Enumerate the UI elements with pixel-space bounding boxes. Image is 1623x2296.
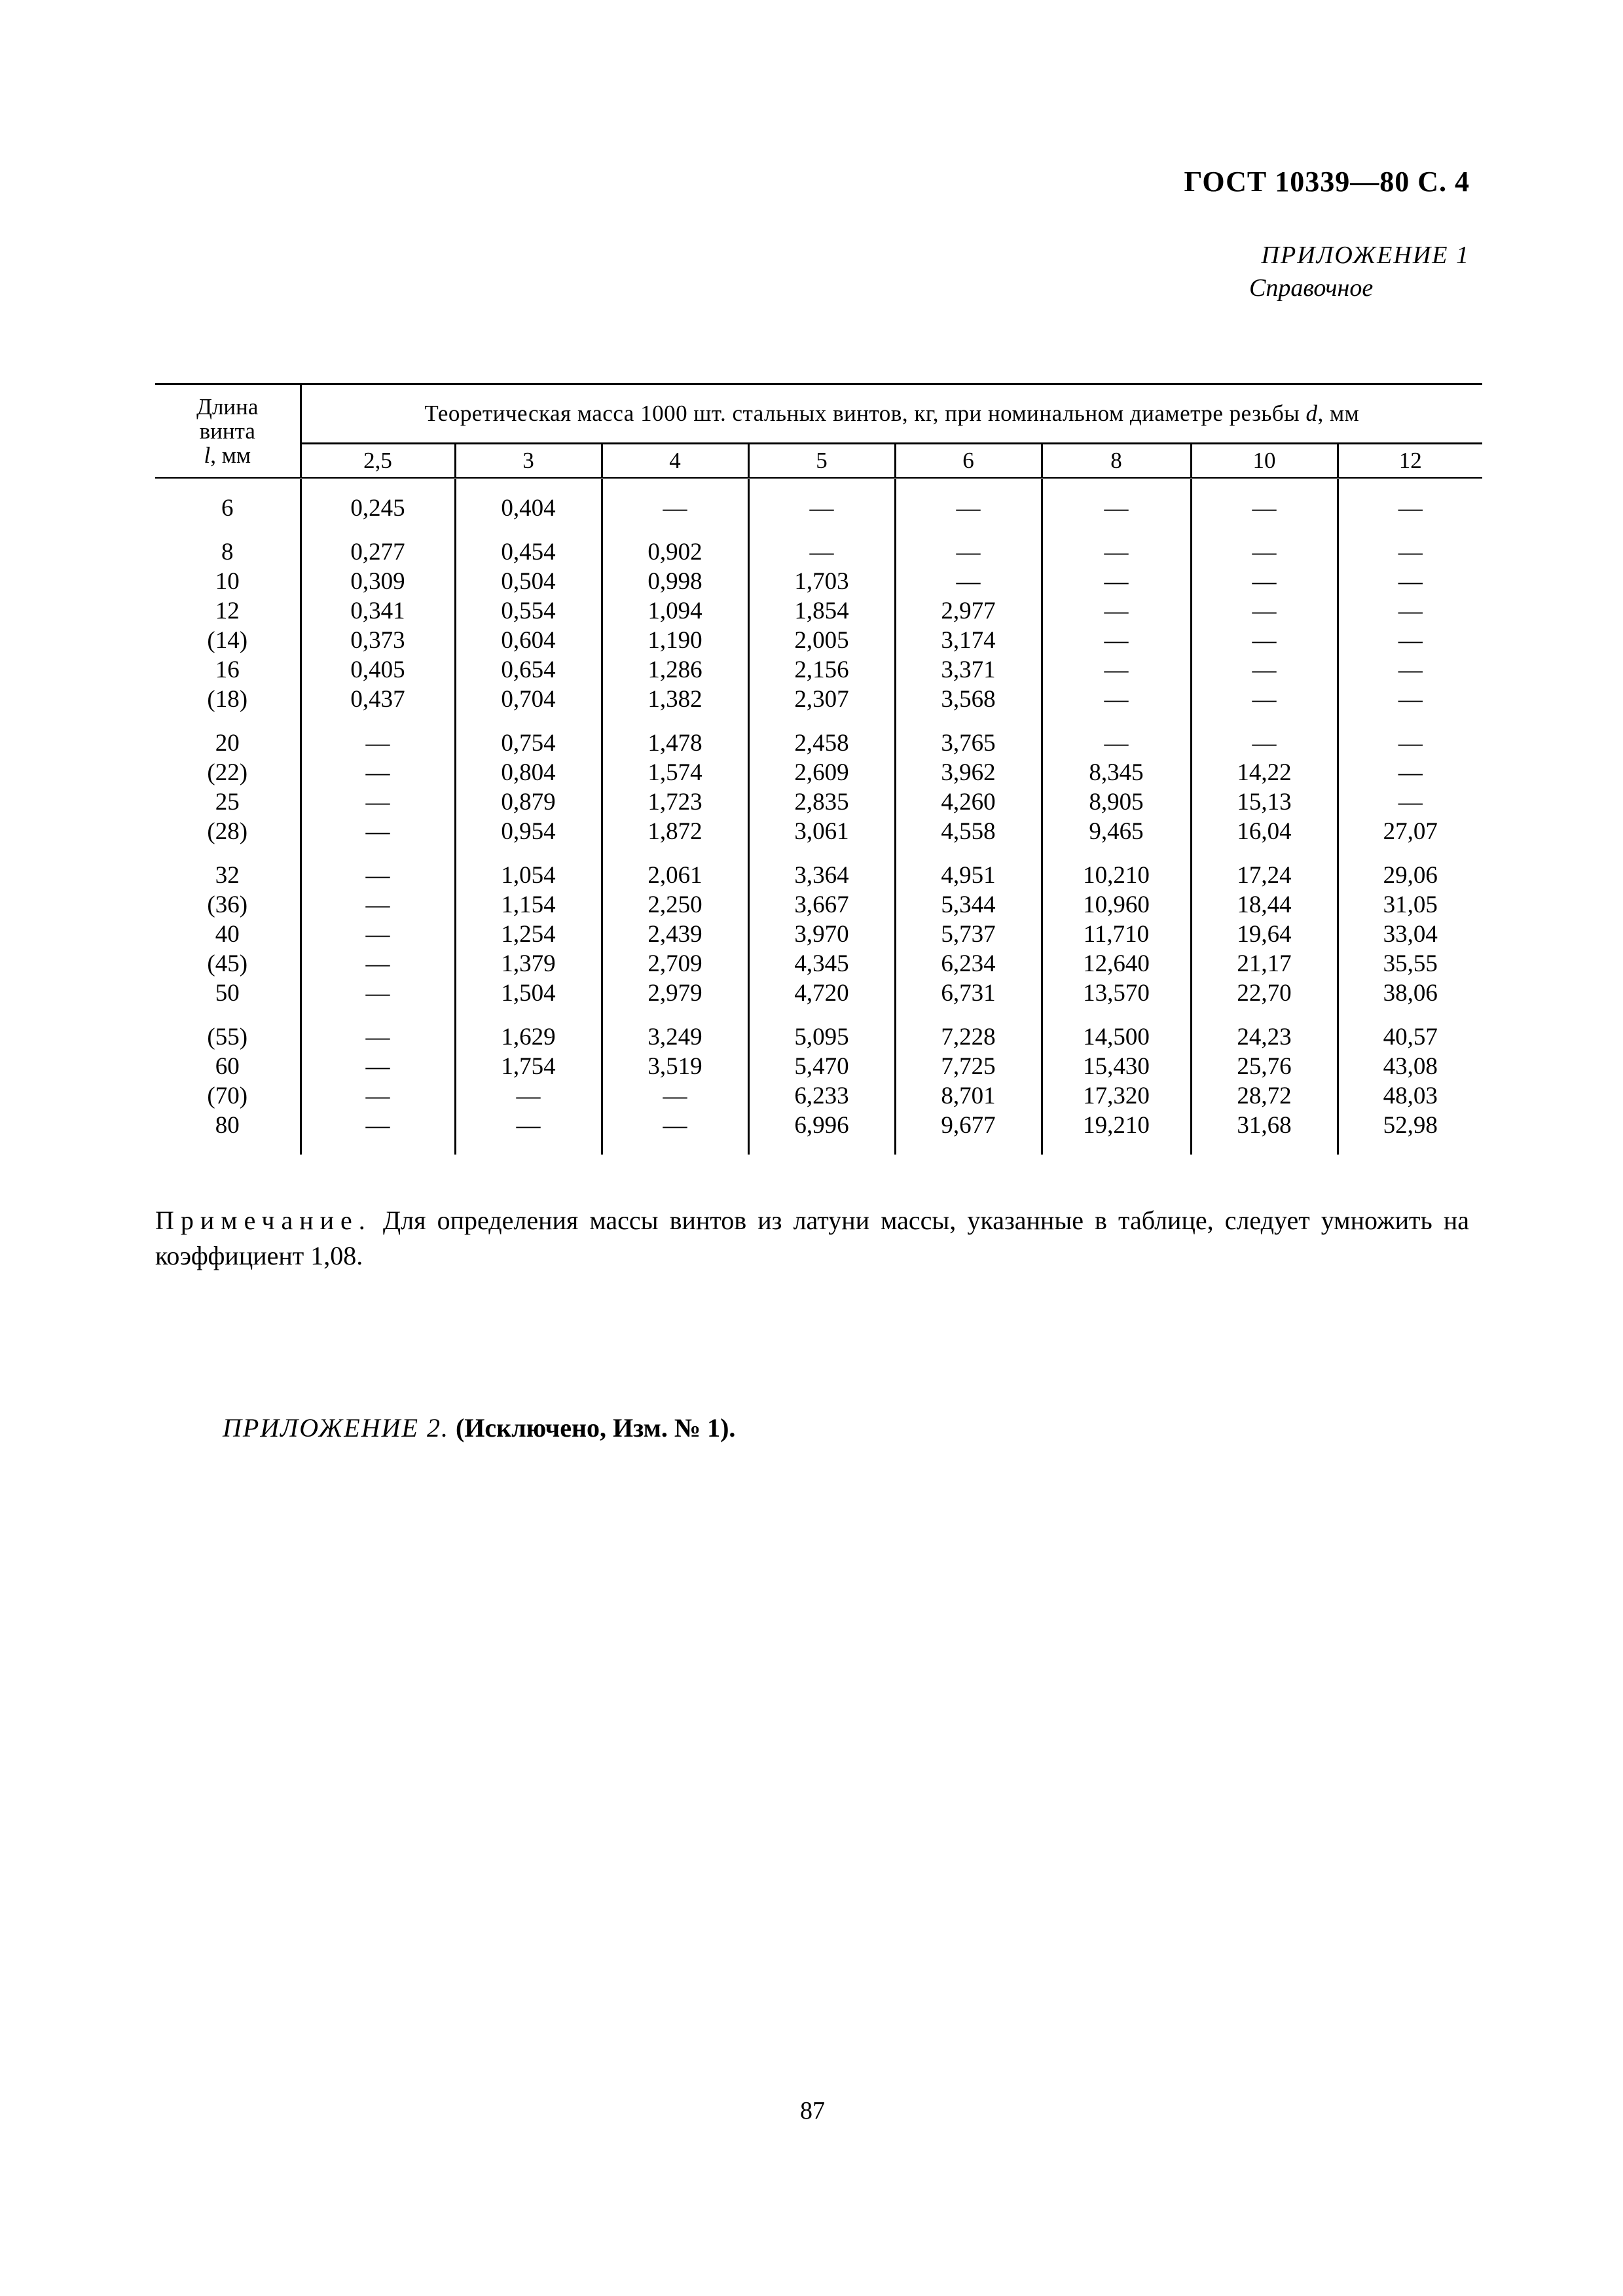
table-spacer-cell	[602, 714, 748, 728]
mass-cell: —	[1191, 626, 1338, 655]
screw-length-cell: 32	[155, 861, 301, 890]
mass-cell: 3,962	[895, 758, 1042, 787]
mass-cell: —	[1398, 627, 1423, 654]
mass-cell: 17,320	[1042, 1081, 1191, 1111]
screw-length-cell: 40	[155, 920, 301, 949]
length-symbol: l	[204, 442, 211, 468]
mass-cell: 3,371	[895, 655, 1042, 685]
table-row	[155, 1111, 1482, 1140]
table-spacer-cell	[1338, 1008, 1482, 1022]
mass-cell: 0,879	[455, 787, 602, 817]
mass-cell: 1,054	[455, 861, 602, 890]
mass-cell: 28,72	[1191, 1081, 1338, 1111]
table-spacer-cell	[895, 1008, 1042, 1022]
table-spacer-cell	[895, 523, 1042, 537]
table-row	[155, 728, 1482, 758]
mass-cell: 3,364	[748, 861, 895, 890]
mass-cell: 29,06	[1383, 862, 1438, 889]
table-spacer-cell	[895, 1140, 1042, 1155]
mass-cell: 16,04	[1191, 817, 1338, 846]
table-spacer-cell	[602, 1008, 748, 1022]
mass-cell: 13,570	[1042, 978, 1191, 1008]
mass-cell: 1,629	[455, 1022, 602, 1052]
screw-length-cell: 60	[155, 1052, 301, 1081]
mass-cell: 0,902	[602, 537, 748, 567]
table-row	[155, 758, 1482, 787]
mass-cell: —	[602, 493, 748, 523]
mass-cell: 40,57	[1383, 1024, 1438, 1050]
table-spacer-row	[155, 478, 1482, 494]
mass-cell: 2,709	[602, 949, 748, 978]
mass-cell: 1,723	[602, 787, 748, 817]
table-spacer-cell	[1042, 1140, 1191, 1155]
table-spacer-cell	[155, 846, 301, 861]
table-spacer-cell	[1042, 523, 1191, 537]
mass-cell: 14,500	[1042, 1022, 1191, 1052]
table-spacer-cell	[748, 714, 895, 728]
mass-cell: 7,228	[895, 1022, 1042, 1052]
mass-cell: 48,03	[1383, 1083, 1438, 1109]
mass-cell: —	[1398, 598, 1423, 624]
mass-cell: —	[301, 978, 455, 1008]
table-spacer-cell	[155, 1008, 301, 1022]
mass-cell: 0,804	[455, 758, 602, 787]
diameter-header-cell: 2,5	[301, 444, 455, 478]
mass-cell: —	[301, 728, 455, 758]
mass-cell: —	[602, 1111, 748, 1140]
table-spacer-cell	[1191, 714, 1338, 728]
mass-cell: 0,454	[455, 537, 602, 567]
table-row	[155, 1052, 1482, 1081]
mass-cell: —	[455, 1081, 602, 1111]
table-spacer-cell	[301, 523, 455, 537]
table-row	[155, 920, 1482, 949]
mass-cell: —	[1398, 656, 1423, 683]
mass-cell: —	[1398, 686, 1423, 713]
table-spacer-row	[155, 523, 1482, 537]
mass-cell: 0,245	[301, 493, 455, 523]
mass-cell: —	[1191, 728, 1338, 758]
mass-cell: —	[1191, 596, 1338, 626]
table-spacer-cell	[748, 1140, 895, 1155]
standard-header: ГОСТ 10339—80 С. 4	[1184, 166, 1470, 198]
mass-cell: —	[301, 890, 455, 920]
note-text: Для определения массы винтов из латуни массы, указанные в таблице, следует умножить на коэффициент 1,08.	[155, 1206, 1469, 1270]
mass-cell: 0,309	[301, 567, 455, 596]
table-row	[155, 890, 1482, 920]
page-number: 87	[800, 2097, 825, 2125]
mass-cell: —	[895, 567, 1042, 596]
table-row	[155, 1081, 1482, 1111]
table-spacer-cell	[301, 846, 455, 861]
mass-cell: —	[1042, 685, 1191, 714]
table-row	[155, 493, 1482, 523]
table-spacer-cell	[301, 1140, 455, 1155]
mass-cell: 1,504	[455, 978, 602, 1008]
mass-cell: 0,373	[301, 626, 455, 655]
diameter-header-cell: 3	[455, 444, 602, 478]
mass-cell: 5,095	[748, 1022, 895, 1052]
mass-cell: 10,960	[1042, 890, 1191, 920]
mass-cell: 18,44	[1191, 890, 1338, 920]
appendix-2-line	[223, 1412, 735, 1443]
mass-cell: —	[301, 817, 455, 846]
table-spacer-cell	[1338, 714, 1482, 728]
diameter-header-cell: 4	[602, 444, 748, 478]
mass-cell: 2,439	[602, 920, 748, 949]
screw-length-cell: 20	[155, 728, 301, 758]
diameter-header-cell: 5	[748, 444, 895, 478]
mass-cell: 6,233	[748, 1081, 895, 1111]
table-spacer-cell	[895, 478, 1042, 494]
mass-cell: 21,17	[1191, 949, 1338, 978]
mass-cell: 3,970	[748, 920, 895, 949]
mass-cell: 19,64	[1191, 920, 1338, 949]
table-spacer-cell	[1338, 478, 1482, 494]
table-spacer-cell	[1042, 846, 1191, 861]
mass-cell: —	[1398, 759, 1423, 786]
mass-cell: 17,24	[1191, 861, 1338, 890]
mass-cell: —	[895, 537, 1042, 567]
mass-cell: 12,640	[1042, 949, 1191, 978]
mass-cell: 1,286	[602, 655, 748, 685]
length-header-line-2: винта	[199, 418, 255, 444]
mass-cell: —	[1042, 567, 1191, 596]
table-spacer-cell	[1191, 1008, 1338, 1022]
mass-cell: —	[1398, 539, 1423, 565]
screw-length-cell: (36)	[155, 890, 301, 920]
table-spacer-cell	[1042, 1008, 1191, 1022]
mass-cell: 0,704	[455, 685, 602, 714]
mass-cell: 2,609	[748, 758, 895, 787]
mass-cell: 3,061	[748, 817, 895, 846]
table-spacer-row	[155, 714, 1482, 728]
mass-cell: 0,604	[455, 626, 602, 655]
mass-cell: —	[1398, 495, 1423, 522]
screw-length-cell: 16	[155, 655, 301, 685]
mass-cell: 3,519	[602, 1052, 748, 1081]
mass-cell: 52,98	[1383, 1112, 1438, 1139]
table-spacer-row	[155, 846, 1482, 861]
mass-cell: —	[1042, 728, 1191, 758]
table-spacer-cell	[1191, 846, 1338, 861]
mass-cell: 0,277	[301, 537, 455, 567]
table-spacer-cell	[301, 1008, 455, 1022]
table-row	[155, 817, 1482, 846]
screw-length-cell: 80	[155, 1111, 301, 1140]
screw-length-cell: 8	[155, 537, 301, 567]
mass-cell: —	[301, 758, 455, 787]
table-row	[155, 1022, 1482, 1052]
table-spacer-cell	[1338, 1140, 1482, 1155]
mass-cell: —	[301, 920, 455, 949]
mass-cell: 11,710	[1042, 920, 1191, 949]
mass-cell: —	[301, 1022, 455, 1052]
mass-cell: 8,701	[895, 1081, 1042, 1111]
appendix-2-text: (Исключено, Изм. № 1).	[448, 1413, 736, 1443]
screw-length-cell: (55)	[155, 1022, 301, 1052]
table-spacer-cell	[1042, 478, 1191, 494]
mass-cell: —	[301, 1111, 455, 1140]
mass-cell: —	[301, 949, 455, 978]
table-spacer-cell	[301, 714, 455, 728]
mass-cell: —	[301, 861, 455, 890]
diameter-symbol: d	[1305, 401, 1318, 426]
table-row	[155, 978, 1482, 1008]
mass-cell: 2,458	[748, 728, 895, 758]
mass-cell: 1,379	[455, 949, 602, 978]
mass-cell: 5,737	[895, 920, 1042, 949]
table-note	[155, 1203, 1469, 1274]
screw-length-cell: (45)	[155, 949, 301, 978]
mass-cell: 1,854	[748, 596, 895, 626]
mass-cell: 1,754	[455, 1052, 602, 1081]
table-spacer-cell	[895, 714, 1042, 728]
table-spacer-cell	[748, 523, 895, 537]
mass-cell: 4,720	[748, 978, 895, 1008]
mass-cell: 1,478	[602, 728, 748, 758]
screw-length-cell: (18)	[155, 685, 301, 714]
mass-cell: —	[748, 537, 895, 567]
mass-cell: 0,504	[455, 567, 602, 596]
note-label: Примечание.	[155, 1206, 372, 1235]
table-spacer-cell	[155, 523, 301, 537]
mass-cell: —	[602, 1081, 748, 1111]
mass-cell: —	[1042, 493, 1191, 523]
mass-cell: 8,345	[1042, 758, 1191, 787]
table-spacer-cell	[155, 1140, 301, 1155]
table-spacer-cell	[1042, 714, 1191, 728]
screw-length-cell: 6	[155, 493, 301, 523]
mass-cell: 10,210	[1042, 861, 1191, 890]
diameter-header-cell: 8	[1042, 444, 1191, 478]
mass-cell: 4,558	[895, 817, 1042, 846]
mass-cell: —	[748, 493, 895, 523]
mass-cell: 0,954	[455, 817, 602, 846]
mass-cell: 3,765	[895, 728, 1042, 758]
mass-cell: 43,08	[1383, 1053, 1438, 1080]
mass-cell: 0,754	[455, 728, 602, 758]
mass-cell: 5,344	[895, 890, 1042, 920]
length-header-line-1: Длина	[196, 394, 259, 420]
appendix-2-title: ПРИЛОЖЕНИЕ 2.	[223, 1413, 449, 1443]
mass-cell: —	[1191, 537, 1338, 567]
mass-cell: 0,998	[602, 567, 748, 596]
mass-cell: 3,249	[602, 1022, 748, 1052]
screw-length-cell: 50	[155, 978, 301, 1008]
appendix-title: ПРИЛОЖЕНИЕ 1	[1261, 242, 1470, 269]
table-spacer-cell	[155, 714, 301, 728]
screw-length-cell: 10	[155, 567, 301, 596]
mass-cell: 0,405	[301, 655, 455, 685]
screw-length-cell: (70)	[155, 1081, 301, 1111]
mass-cell: 4,260	[895, 787, 1042, 817]
mass-cell: 0,554	[455, 596, 602, 626]
table-row	[155, 861, 1482, 890]
mass-cell: —	[455, 1111, 602, 1140]
mass-cell: 1,094	[602, 596, 748, 626]
table-row	[155, 949, 1482, 978]
mass-cell: 35,55	[1383, 950, 1438, 977]
mass-cell: 3,174	[895, 626, 1042, 655]
mass-cell: 2,250	[602, 890, 748, 920]
mass-cell: —	[1042, 626, 1191, 655]
table-row	[155, 685, 1482, 714]
table-spacer-cell	[748, 846, 895, 861]
screw-length-cell: 12	[155, 596, 301, 626]
table-row	[155, 537, 1482, 567]
mass-cell: 33,04	[1383, 921, 1438, 948]
table-spacer-cell	[155, 478, 301, 494]
mass-cell: 1,190	[602, 626, 748, 655]
mass-cell: 1,382	[602, 685, 748, 714]
table-spacer-cell	[1191, 478, 1338, 494]
mass-cell: —	[301, 787, 455, 817]
table-spacer-cell	[455, 714, 602, 728]
mass-cell: 19,210	[1042, 1111, 1191, 1140]
table-spacer-cell	[1191, 1140, 1338, 1155]
table-row	[155, 626, 1482, 655]
mass-table-body	[155, 478, 1482, 1155]
mass-cell: 22,70	[1191, 978, 1338, 1008]
mass-cell: 2,061	[602, 861, 748, 890]
mass-span-header	[301, 384, 1482, 444]
mass-cell: 14,22	[1191, 758, 1338, 787]
mass-cell: —	[895, 493, 1042, 523]
table-spacer-cell	[455, 1008, 602, 1022]
length-unit: , мм	[210, 442, 251, 468]
mass-cell: —	[1042, 596, 1191, 626]
mass-cell: 31,05	[1383, 891, 1438, 918]
mass-cell: 1,872	[602, 817, 748, 846]
mass-cell: 5,470	[748, 1052, 895, 1081]
diameter-header-row	[155, 444, 1482, 478]
diameter-header-cell: 6	[895, 444, 1042, 478]
table-spacer-row	[155, 1008, 1482, 1022]
table-spacer-cell	[1191, 523, 1338, 537]
mass-cell: 2,977	[895, 596, 1042, 626]
mass-cell: 6,234	[895, 949, 1042, 978]
mass-cell: 25,76	[1191, 1052, 1338, 1081]
mass-cell: —	[1191, 685, 1338, 714]
mass-cell: —	[1042, 537, 1191, 567]
table-spacer-cell	[602, 1140, 748, 1155]
table-spacer-cell	[602, 478, 748, 494]
mass-span-header-text: Теоретическая масса 1000 шт. стальных винтов, кг, при номинальном диаметре резьбы d, мм	[424, 401, 1360, 426]
mass-cell: 15,13	[1191, 787, 1338, 817]
mass-cell: 1,703	[748, 567, 895, 596]
mass-cell: 27,07	[1383, 818, 1438, 845]
mass-cell: 4,345	[748, 949, 895, 978]
table-row	[155, 567, 1482, 596]
mass-cell: 2,307	[748, 685, 895, 714]
appendix-status: Справочное	[1249, 274, 1374, 302]
mass-cell: 3,568	[895, 685, 1042, 714]
mass-cell: 0,654	[455, 655, 602, 685]
diameter-header-cell: 10	[1191, 444, 1338, 478]
table-spacer-cell	[602, 523, 748, 537]
mass-cell: 15,430	[1042, 1052, 1191, 1081]
table-row	[155, 787, 1482, 817]
mass-cell: —	[1398, 730, 1423, 757]
table-spacer-cell	[455, 478, 602, 494]
mass-cell: —	[1191, 493, 1338, 523]
screw-length-cell: (28)	[155, 817, 301, 846]
mass-cell: 0,404	[455, 493, 602, 523]
mass-cell: 1,574	[602, 758, 748, 787]
diameter-header-cell: 12	[1338, 444, 1482, 478]
table-spacer-cell	[1338, 846, 1482, 861]
mass-cell: 3,667	[748, 890, 895, 920]
mass-cell: —	[1042, 655, 1191, 685]
mass-cell: 9,465	[1042, 817, 1191, 846]
table-spacer-cell	[455, 846, 602, 861]
table-spacer-cell	[748, 1008, 895, 1022]
mass-cell: 9,677	[895, 1111, 1042, 1140]
mass-cell: 6,996	[748, 1111, 895, 1140]
length-header	[155, 384, 301, 478]
mass-cell: 24,23	[1191, 1022, 1338, 1052]
mass-cell: 0,437	[301, 685, 455, 714]
table-spacer-cell	[455, 1140, 602, 1155]
table-row	[155, 655, 1482, 685]
mass-cell: 2,156	[748, 655, 895, 685]
table-spacer-cell	[748, 478, 895, 494]
mass-cell: —	[301, 1052, 455, 1081]
table-spacer-cell	[895, 846, 1042, 861]
mass-cell: 4,951	[895, 861, 1042, 890]
mass-cell: —	[1398, 789, 1423, 816]
mass-cell: 2,005	[748, 626, 895, 655]
screw-length-cell: (22)	[155, 758, 301, 787]
mass-cell: 1,254	[455, 920, 602, 949]
screw-length-cell: 25	[155, 787, 301, 817]
mass-table	[155, 383, 1482, 1155]
mass-cell: 6,731	[895, 978, 1042, 1008]
mass-cell: 31,68	[1191, 1111, 1338, 1140]
length-header-line-3	[155, 443, 300, 467]
mass-cell: 2,979	[602, 978, 748, 1008]
mass-cell: —	[1191, 567, 1338, 596]
mass-cell: 0,341	[301, 596, 455, 626]
mass-cell: —	[1191, 655, 1338, 685]
mass-cell: 8,905	[1042, 787, 1191, 817]
mass-cell: 7,725	[895, 1052, 1042, 1081]
table-row	[155, 596, 1482, 626]
mass-cell: 2,835	[748, 787, 895, 817]
screw-length-cell: (14)	[155, 626, 301, 655]
mass-cell: —	[301, 1081, 455, 1111]
table-spacer-row	[155, 1140, 1482, 1155]
mass-cell: —	[1398, 568, 1423, 595]
mass-cell: 1,154	[455, 890, 602, 920]
mass-cell: 38,06	[1383, 980, 1438, 1007]
table-spacer-cell	[455, 523, 602, 537]
table-spacer-cell	[1338, 523, 1482, 537]
table-spacer-cell	[301, 478, 455, 494]
table-spacer-cell	[602, 846, 748, 861]
